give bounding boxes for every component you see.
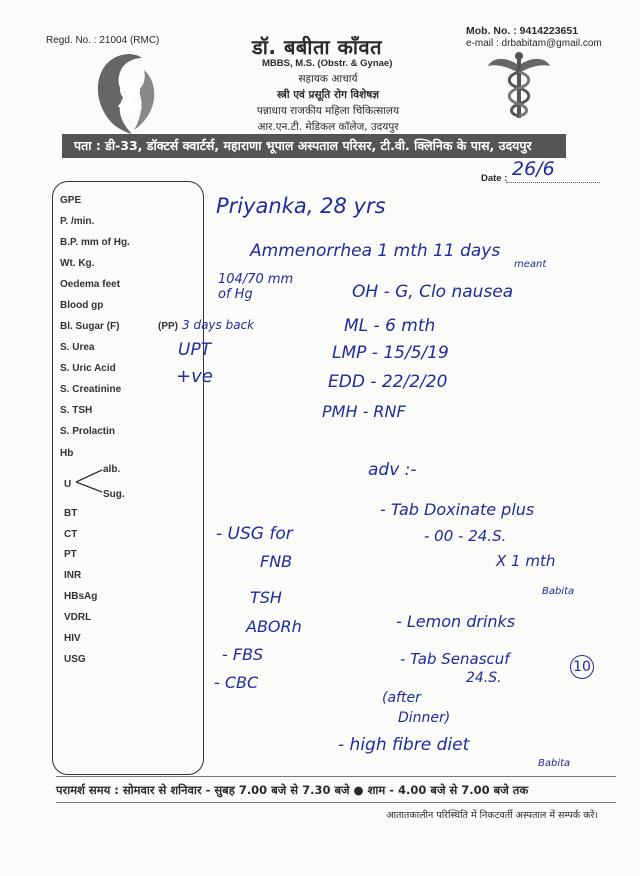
upt-note: UPT [178,340,212,360]
field-albumin: alb. [103,464,121,475]
field-bt: BT [64,508,78,519]
field-hiv: HIV [64,633,81,644]
investigation-cbc: - CBC [214,673,259,692]
field-gpe: GPE [60,195,82,206]
investigation-tsh: TSH [250,588,282,607]
meant-note: meant [514,259,547,270]
patient-name: Priyanka, 28 yrs [216,194,386,218]
rx-senascuf-after: (after [382,690,421,706]
field-prolactin: S. Prolactin [60,426,116,437]
emergency-note: आतातकालीन परिस्थिति में निकटवर्ती अस्पताल में सम्पर्क करें। [386,810,598,821]
field-creatinine: S. Creatinine [60,384,122,395]
field-vdrl: VDRL [64,612,92,623]
investigation-usg: - USG for [216,524,293,544]
field-hb: Hb [60,448,74,459]
field-s-urea: S. Urea [60,342,95,353]
amenorrhea-note: Ammenorrhea 1 mth 11 days [250,241,501,261]
ml-note: ML - 6 mth [344,316,436,336]
address-band: पता : डी-33, डॉक्टर्स क्वार्टर्स, महाराणा भूपाल अस्पताल परिसर, टी.वी. क्लिनिक के पास, उदयपुर [62,134,566,158]
upt-days-note: 3 days back [182,318,255,332]
regd-number: Regd. No. : 21004 (RMC) [46,35,160,46]
rx-doxinate-dose: - 00 - 24.S. [424,527,507,545]
mother-child-logo-icon [88,50,166,136]
rx-doxinate: - Tab Doxinate plus [380,500,535,519]
rx-lemon: - Lemon drinks [396,612,516,631]
college-name: आर.एन.टी. मेडिकल कॉलेज, उदयपुर [257,121,399,133]
field-blood-sugar: Bl. Sugar (F) [60,321,120,332]
field-usg: USG [64,654,86,665]
field-uric-acid: S. Uric Acid [60,363,116,374]
edd-note: EDD - 22/2/20 [328,372,448,392]
field-weight: Wt. Kg. [60,258,95,269]
pmh-note: PMH - RNF [322,402,406,421]
rx-senascuf: - Tab Senascuf [400,650,510,668]
field-bp: B.P. mm of Hg. [60,237,130,248]
field-ct: CT [64,529,78,540]
sign-2: Babita [538,758,571,769]
field-pt: PT [64,549,77,560]
consultation-timing: परामर्श समय : सोमवार से शनिवार - सुबह 7.00 बजे से 7.30 बजे ● शाम - 4.00 बजे से 7.00 बजे तक [56,783,529,797]
field-sugar: Sug. [103,489,125,500]
rx-senascuf-qty: 10 [570,655,594,679]
rx-senascuf-dinner: Dinner) [398,710,451,726]
date-label: Date : [481,173,508,184]
sign-1: Babita [542,586,575,597]
field-hbsag: HBsAg [64,591,98,602]
obstetric-history: OH - G, Clo nausea [352,282,514,302]
hospital-name: पन्नाधाय राजकीय महिला चिकित्सालय [256,105,400,117]
field-inr: INR [64,570,82,581]
date-line [506,182,600,183]
email-address: e-mail : drbabitam@gmail.com [466,38,602,49]
investigation-aborh: ABORh [246,617,302,636]
lmp-note: LMP - 15/5/19 [332,343,449,363]
footer-rule [56,776,616,777]
investigation-fnb: FNB [260,552,293,571]
doctor-name: डॉ. बबीता काँवत [252,35,383,59]
field-blood-group: Blood gp [60,300,104,311]
date-value: 26/6 [512,158,555,180]
doctor-degrees: MBBS, M.S. (Obstr. & Gynae) [262,58,393,69]
field-urine: U [64,479,72,490]
advice-label: adv :- [368,460,417,480]
designation-2: स्त्री एवं प्रसूति रोग विशेषज्ञ [276,89,380,101]
field-pp: (PP) [158,321,178,332]
designation-1: सहायक आचार्य [298,73,358,85]
rx-fibre-diet: - high fibre diet [338,735,470,755]
rx-doxinate-duration: X 1 mth [496,552,556,570]
investigation-fbs: - FBS [222,645,264,664]
rx-senascuf-dose: 24.S. [466,670,502,686]
urine-bracket-icon [74,466,106,496]
field-tsh: S. TSH [60,405,93,416]
mobile-number: Mob. No. : 9414223651 [466,25,579,37]
caduceus-icon [486,50,552,122]
footer-rule-2 [56,802,616,803]
upt-result: +ve [176,366,213,387]
field-pulse: P. /min. [60,216,95,227]
bp-note: 104/70 mm of Hg [218,272,294,302]
field-oedema: Oedema feet [60,279,121,290]
